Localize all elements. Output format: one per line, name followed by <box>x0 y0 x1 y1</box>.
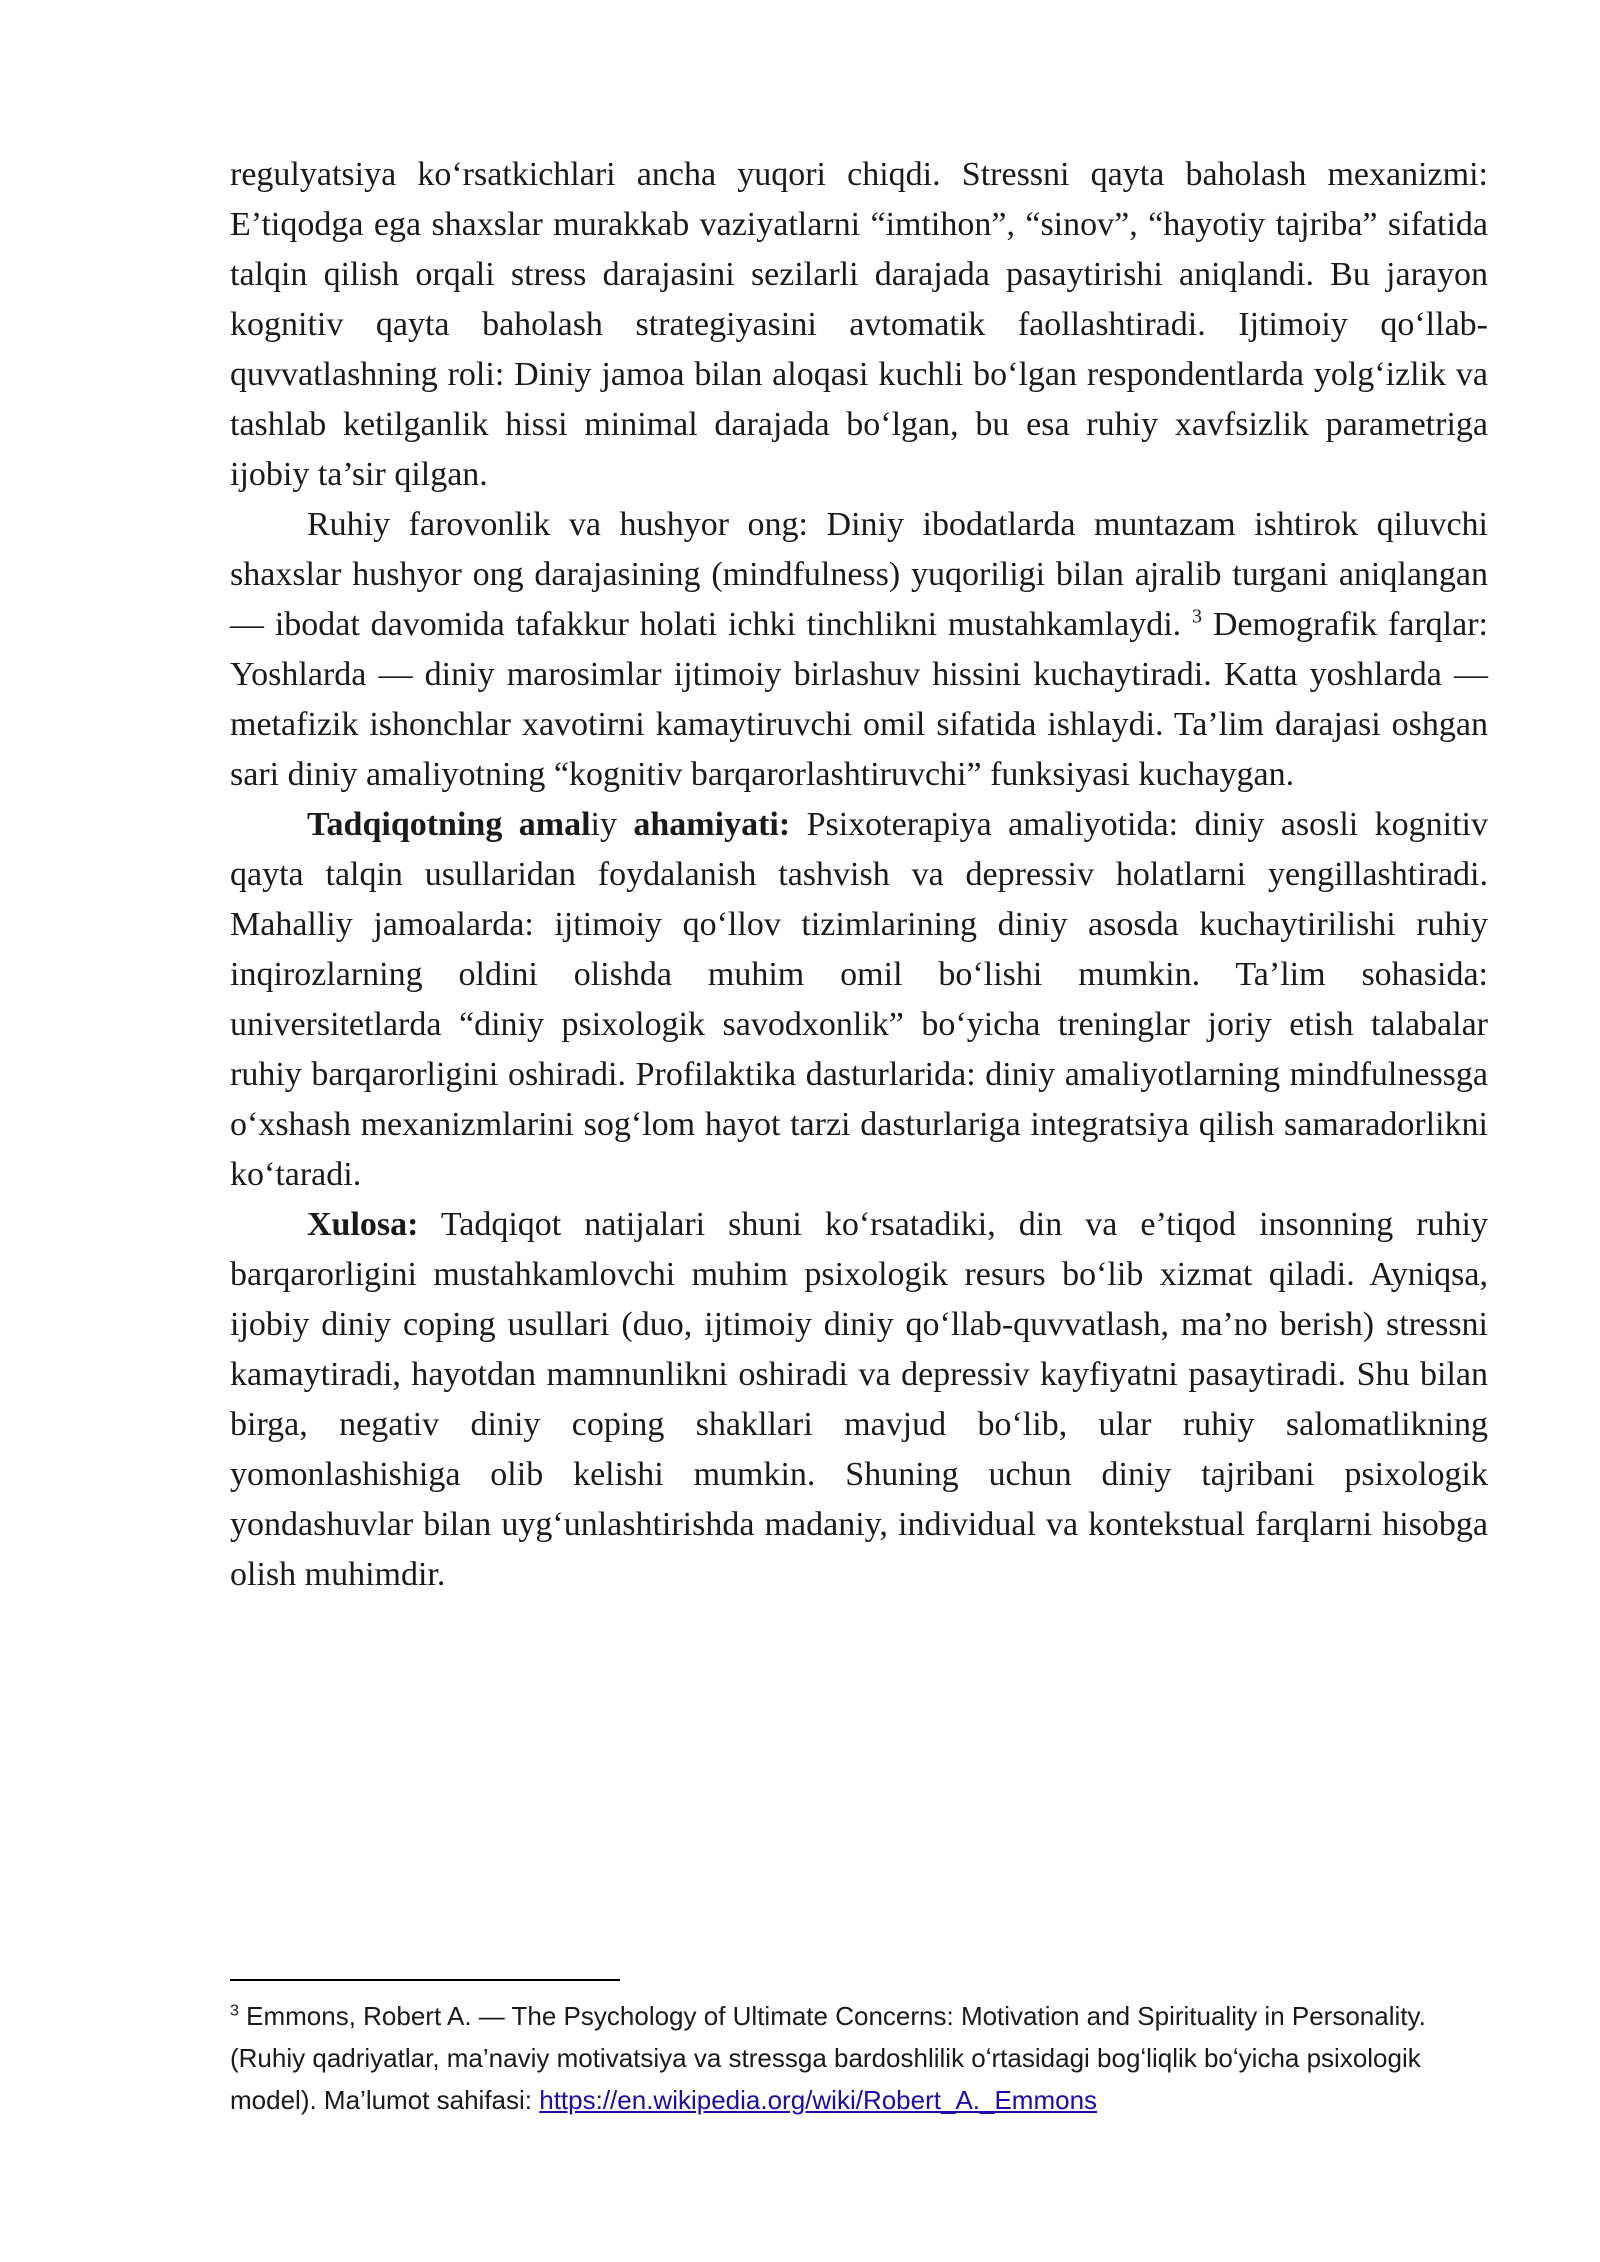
paragraph-3 <box>230 800 1488 1200</box>
footnote-marker: 3 <box>230 2002 239 2020</box>
paragraph-3-text: Psixoterapiya amaliyotida: diniy asosli kognitiv qayta talqin usullaridan foydalanish tashvish va depressiv holatlarni yengillashtiradi. Mahalliy jamoalarda: ijtimoiy qoʻllov tizimlarining diniy asosda kuchaytirilishi ruhiy inqirozlarning oldini olishda muhim omil boʻlishi mumkin. Ta’lim sohasida: universitetlarda “diniy psixologik savodxonlik” boʻyicha treninglar joriy etish talabalar ruhiy barqarorligini oshiradi. Profilaktika dasturlarida: diniy amaliyotlarning mindfulnessga oʻxshash mexanizmlarini sogʻlom hayot tarzi dasturlariga integratsiya qilish samaradorlikni koʻtaradi. <box>230 806 1488 1193</box>
footnote-text: Emmons, Robert A. — The Psychology of Ultimate Concerns: Motivation and Spirituality in Personality. (Ruhiy qadriyatlar, ma’naviy motivatsiya va stressga bardoshlilik oʻrtasidagi bogʻliqlik boʻyicha psixologik model). Ma’lumot sahifasi: <box>230 2001 1426 2115</box>
paragraph-2 <box>230 500 1488 800</box>
practical-significance-heading-part-1: Tadqiqotning amal <box>307 806 591 843</box>
paragraph-4 <box>230 1200 1488 1600</box>
footnote-link[interactable]: https://en.wikipedia.org/wiki/Robert_A._Emmons <box>539 2085 1098 2115</box>
conclusion-heading: Xulosa: <box>307 1206 419 1243</box>
paragraph-2-text-b: Demografik farqlar: Yoshlarda — diniy marosimlar ijtimoiy birlashuv hissini kuchaytiradi. Katta yoshlarda — metafizik ishonchlar xavotirni kamaytiruvchi omil sifatida ishlaydi. Ta’lim darajasi oshgan sari diniy amaliyotning “kognitiv barqarorlashtiruvchi” funksiyasi kuchaygan. <box>230 606 1488 793</box>
footnote-separator <box>230 1979 620 1981</box>
paragraph-4-text: Tadqiqot natijalari shuni koʻrsatadiki, din va e’tiqod insonning ruhiy barqarorligini mustahkamlovchi muhim psixologik resurs boʻlib xizmat qiladi. Ayniqsa, ijobiy diniy coping usullari (duo, ijtimoiy diniy qoʻllab-quvvatlash, ma’no berish) stressni kamaytiradi, hayotdan mamnunlikni oshiradi va depressiv kayfiyatni pasaytiradi. Shu bilan birga, negativ diniy coping shakllari mavjud boʻlib, ular ruhiy salomatlikning yomonlashishiga olib kelishi mumkin. Shuning uchun diniy tajribani psixologik yondashuvlar bilan uygʻunlashtirishda madaniy, individual va kontekstual farqlarni hisobga olish muhimdir. <box>230 1206 1488 1593</box>
paragraph-2-text-a: Ruhiy farovonlik va hushyor ong: Diniy ibodatlarda muntazam ishtirok qiluvchi shaxslar hushyor ong darajasining (mindfulness) yuqoriligi bilan ajralib turgani aniqlangan — ibodat davomida tafakkur holati ichki tinchlikni mustahkamlaydi. <box>230 506 1488 643</box>
body-text <box>230 150 1488 1600</box>
paragraph-1 <box>230 150 1488 500</box>
footnote-reference[interactable]: 3 <box>1192 605 1202 628</box>
practical-significance-heading-part-2: iy <box>590 806 617 843</box>
footnote <box>230 1995 1488 2121</box>
paragraph-1-text: regulyatsiya koʻrsatkichlari ancha yuqori chiqdi. Stressni qayta baholash mexanizmi: E’tiqodga ega shaxslar murakkab vaziyatlarni “imtihon”, “sinov”, “hayotiy tajriba” sifatida talqin qilish orqali stress darajasini sezilarli darajada pasaytirishi aniqlandi. Bu jarayon kognitiv qayta baholash strategiyasini avtomatik faollashtiradi. Ijtimoiy qoʻllab-quvvatlashning roli: Diniy jamoa bilan aloqasi kuchli boʻlgan respondentlarda yolgʻizlik va tashlab ketilganlik hissi minimal darajada boʻlgan, bu esa ruhiy xavfsizlik parametriga ijobiy ta’sir qilgan. <box>230 156 1488 493</box>
practical-significance-heading-part-3: ahamiyati: <box>616 806 791 843</box>
